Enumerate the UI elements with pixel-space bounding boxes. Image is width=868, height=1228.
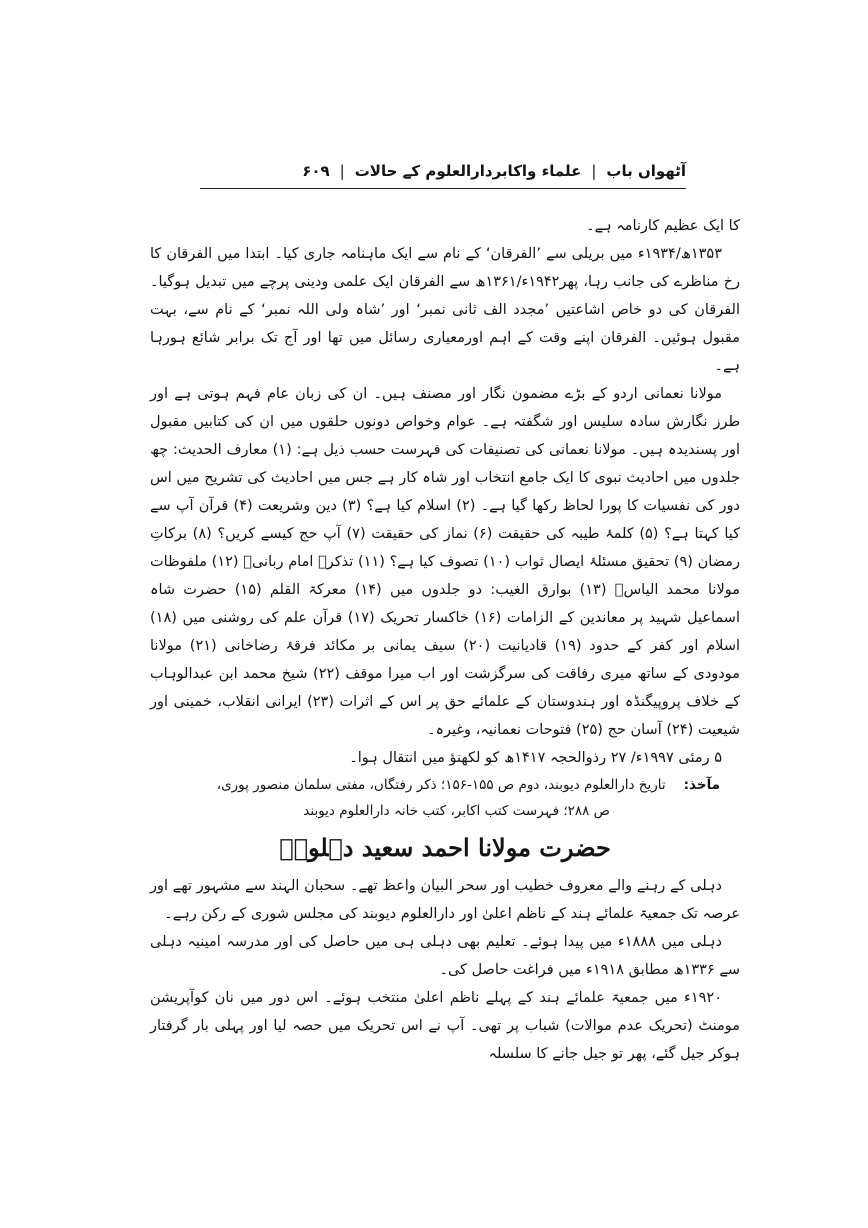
sources-line-2: ص ۲۸۸؛ فہرست کتب اکابر، کتب خانہ دارالعلوم دیوبند	[303, 803, 610, 819]
paragraph-6: دہلی میں ۱۸۸۸ء میں پیدا ہوئے۔ تعلیم بھی دہلی ہی میں حاصل کی اور مدرسہ امینیہ دہلی سے ۱۳۳۶ھ مطابق ۱۹۱۸ء میں فراغت حاصل کی۔	[150, 934, 740, 978]
sources-line-1: تاریخ دارالعلوم دیوبند، دوم ص ۱۵۵-۱۵۶؛ ذکر رفتگاں، مفتی سلمان منصور پوری،	[216, 777, 666, 793]
chapter-title: علماء واکابردارالعلوم کے حالات	[354, 162, 582, 180]
chapter-label: آٹھواں باب	[606, 162, 686, 180]
paragraph-3: مولانا نعمانی اردو کے بڑے مضمون نگار اور مصنف ہیں۔ ان کی زبان عام فہم ہوتی ہے اور طرز نگارش سادہ سلیس اور شگفتہ ہے۔ عوام وخواص دونوں حلقوں میں ان کی کتابیں مقبول اور پسندیدہ ہیں۔ مولانا نعمانی کی تصنیفات کی فہرست حسب ذیل ہے: (۱) معارف الحدیث: چھ جلدوں میں احادیث نبوی کا ایک جامع انتخاب اور شاہ کار ہے جس میں احادیث کی تشریح میں اس دور کی نفسیات کا پورا لحاظ رکھا گیا ہے۔ (۲) اسلام کیا ہے؟ (۳) دین وشریعت (۴) قرآن آپ سے کیا کہتا ہے؟ (۵) کلمۂ طیبہ کی حقیقت (۶) نماز کی حقیقت (۷) آپ حج کیسے کریں؟ (۸) برکاتِ رمضان (۹) تحقیق مسئلۂ ایصال ثواب (۱۰) تصوف کیا ہے؟ (۱۱) تذکرۂ امام ربانیؒ (۱۲) ملفوظات مولانا محمد الیاسؒ (۱۳) بوارق الغیب: دو جلدوں میں (۱۴) معرکۃ القلم (۱۵) حضرت شاہ اسماعیل شہید پر معاندین کے الزامات (۱۶) خاکسار تحریک (۱۷) قرآن علم کی روشنی میں (۱۸) اسلام اور کفر کے حدود (۱۹) قادیانیت (۲۰) سیف یمانی بر مکائد فرقۂ رضاخانی (۲۱) مولانا مودودی کے ساتھ میری رفاقت کی سرگزشت اور اب میرا موقف (۲۲) شیخ محمد ابن عبدالوہاب کے خلاف پروپیگنڈہ اور ہندوستان کے علمائے حق پر اس کے اثرات (۲۳) ایرانی انقلاب، خمینی اور شیعیت (۲۴) آسان حج (۲۵) فتوحات نعمانیہ، وغیرہ۔	[150, 386, 741, 738]
sources-block	[150, 772, 740, 798]
paragraph-4: ۵ رمئی ۱۹۹۷ء/ ۲۷ رذوالحجہ ۱۴۱۷ھ کو لکھنؤ میں انتقال ہوا۔	[349, 750, 722, 766]
paragraph-1: کا ایک عظیم کارنامہ ہے۔	[586, 218, 740, 234]
running-header	[200, 160, 686, 182]
header-separator: |	[591, 162, 597, 180]
paragraph-5: دہلی کے رہنے والے معروف خطیب اور سحر البیان واعظ تھے۔ سحبان الہند سے مشہور تھے اور عرصہ تک جمعیۃ علمائے ہند کے ناظم اعلیٰ اور دارالعلوم دیوبند کی مجلس شوری کے رکن رہے۔	[150, 878, 740, 922]
page-number: ۶۰۹	[302, 162, 330, 180]
page-body	[150, 212, 740, 1068]
header-rule	[200, 188, 686, 189]
sources-label: مآخذ:	[683, 777, 720, 793]
paragraph-7: ۱۹۲۰ء میں جمعیۃ علمائے ہند کے پہلے ناظم اعلیٰ منتخب ہوئے۔ اس دور میں نان کوآپریشن مومنٹ (تحریک عدم موالات) شباب پر تھی۔ آپ نے اس تحریک میں حصہ لیا اور پہلی بار گرفتار ہوکر جیل گئے، پھر تو جیل جانے کا سلسلہ	[150, 990, 740, 1062]
section-heading: حضرت مولانا احمد سعید دہلویؒ	[279, 833, 611, 862]
paragraph-2: ۱۳۵۳ھ/۱۹۳۴ء میں بریلی سے ’الفرقان‘ کے نام سے ایک ماہنامہ جاری کیا۔ ابتدا میں الفرقان کا رخ مناظرے کی جانب رہا، پھر۱۹۴۲ء/۱۳۶۱ھ سے الفرقان ایک علمی ودینی پرچے میں تبدیل ہوگیا۔ الفرقان کی دو خاص اشاعتیں ’مجدد الف ثانی نمبر‘ اور ’شاہ ولی اللہ نمبر‘ کے نام سے، بہت مقبول ہوئیں۔ الفرقان اپنے وقت کے اہم اورمعیاری رسائل میں تھا اور آج تک برابر شائع ہورہا ہے۔	[150, 246, 740, 374]
header-separator-2: |	[339, 162, 345, 180]
